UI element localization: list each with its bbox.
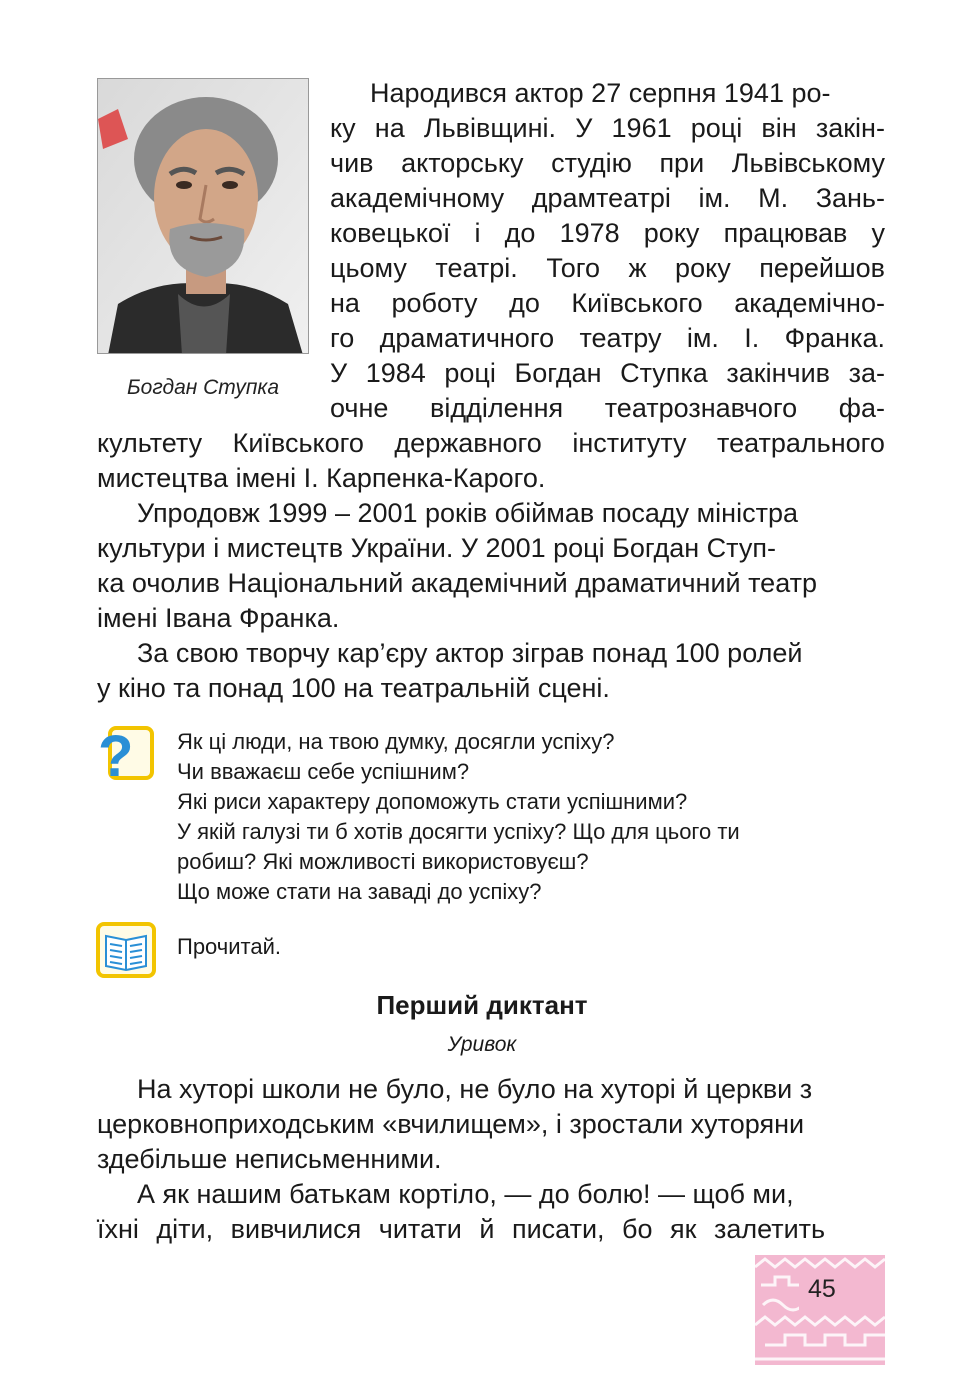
text-line: ковецької і до 1978 року працював у (330, 218, 885, 248)
text-line: на роботу до Київського академічно- (330, 288, 885, 318)
text-line: здебільше неписьменними. (97, 1144, 442, 1174)
text-line: культури і мистецтв України. У 2001 році Богдан Ступ- (97, 533, 776, 563)
question-item: робиш? Які можливості використовуєш? (177, 849, 589, 874)
text-line: академічному драмтеатрі ім. М. Зань- (330, 183, 885, 213)
question-item: Як ці люди, на твою думку, досягли успіху? (177, 729, 615, 754)
text-line: У 1984 році Богдан Ступка закінчив за- (330, 358, 885, 388)
text-line: їхні діти, вивчилися читати й писати, бо як залетить (97, 1214, 826, 1244)
story-subtitle: Уривок (447, 1033, 517, 1056)
question-item: Які риси характеру допоможуть стати успішними? (177, 789, 688, 814)
text-line: Упродовж 1999 – 2001 років обіймав посаду міністра (137, 498, 798, 528)
text-line: А як нашим батькам кортіло, — до болю! — щоб ми, (137, 1179, 794, 1209)
question-item: У якій галузі ти б хотів досягти успіху? Що для цього ти (177, 819, 740, 844)
text-line: На хуторі школи не було, не було на хуторі й церкви з (137, 1074, 813, 1104)
text-line: цьому театрі. Того ж року перейшов (330, 253, 885, 283)
text-line: чив акторську студію при Львівському (330, 148, 885, 178)
text-line: мистецтва імені І. Карпенка-Карого. (97, 463, 546, 493)
corner-ornament (755, 1255, 885, 1365)
text-line: церковноприходським «вчилищем», і зростали хуторяни (97, 1109, 805, 1139)
text-line: го драматичного театру ім. І. Франка. (330, 323, 885, 353)
read-instruction: Прочитай. (177, 934, 282, 959)
actor-portrait-image (98, 79, 309, 354)
page-number: 45 (808, 1275, 836, 1303)
question-item: Що може стати на заваді до успіху? (177, 879, 542, 904)
text-line: ку на Львівщині. У 1961 році він закін- (330, 113, 885, 143)
text-line: імені Івана Франка. (97, 603, 340, 633)
svg-text:?: ? (98, 724, 134, 782)
text-line: у кіно та понад 100 на театральній сцені. (97, 673, 610, 703)
question-icon (96, 724, 156, 782)
text-line: очне відділення театрознавчого фа- (330, 393, 885, 423)
photo-caption: Богдан Ступка (127, 376, 279, 399)
question-item: Чи вважаєш себе успішним? (177, 759, 470, 784)
text-line: Народився актор 27 серпня 1941 ро- (370, 78, 831, 108)
story-title: Перший диктант (376, 990, 588, 1020)
text-line: ка очолив Національний академічний драматичний театр (97, 568, 817, 598)
text-line: культету Київського державного інституту театрального (97, 428, 885, 458)
actor-photo (97, 78, 309, 354)
book-icon (96, 922, 156, 978)
text-line: За свою творчу кар’єру актор зіграв понад 100 ролей (137, 638, 803, 668)
